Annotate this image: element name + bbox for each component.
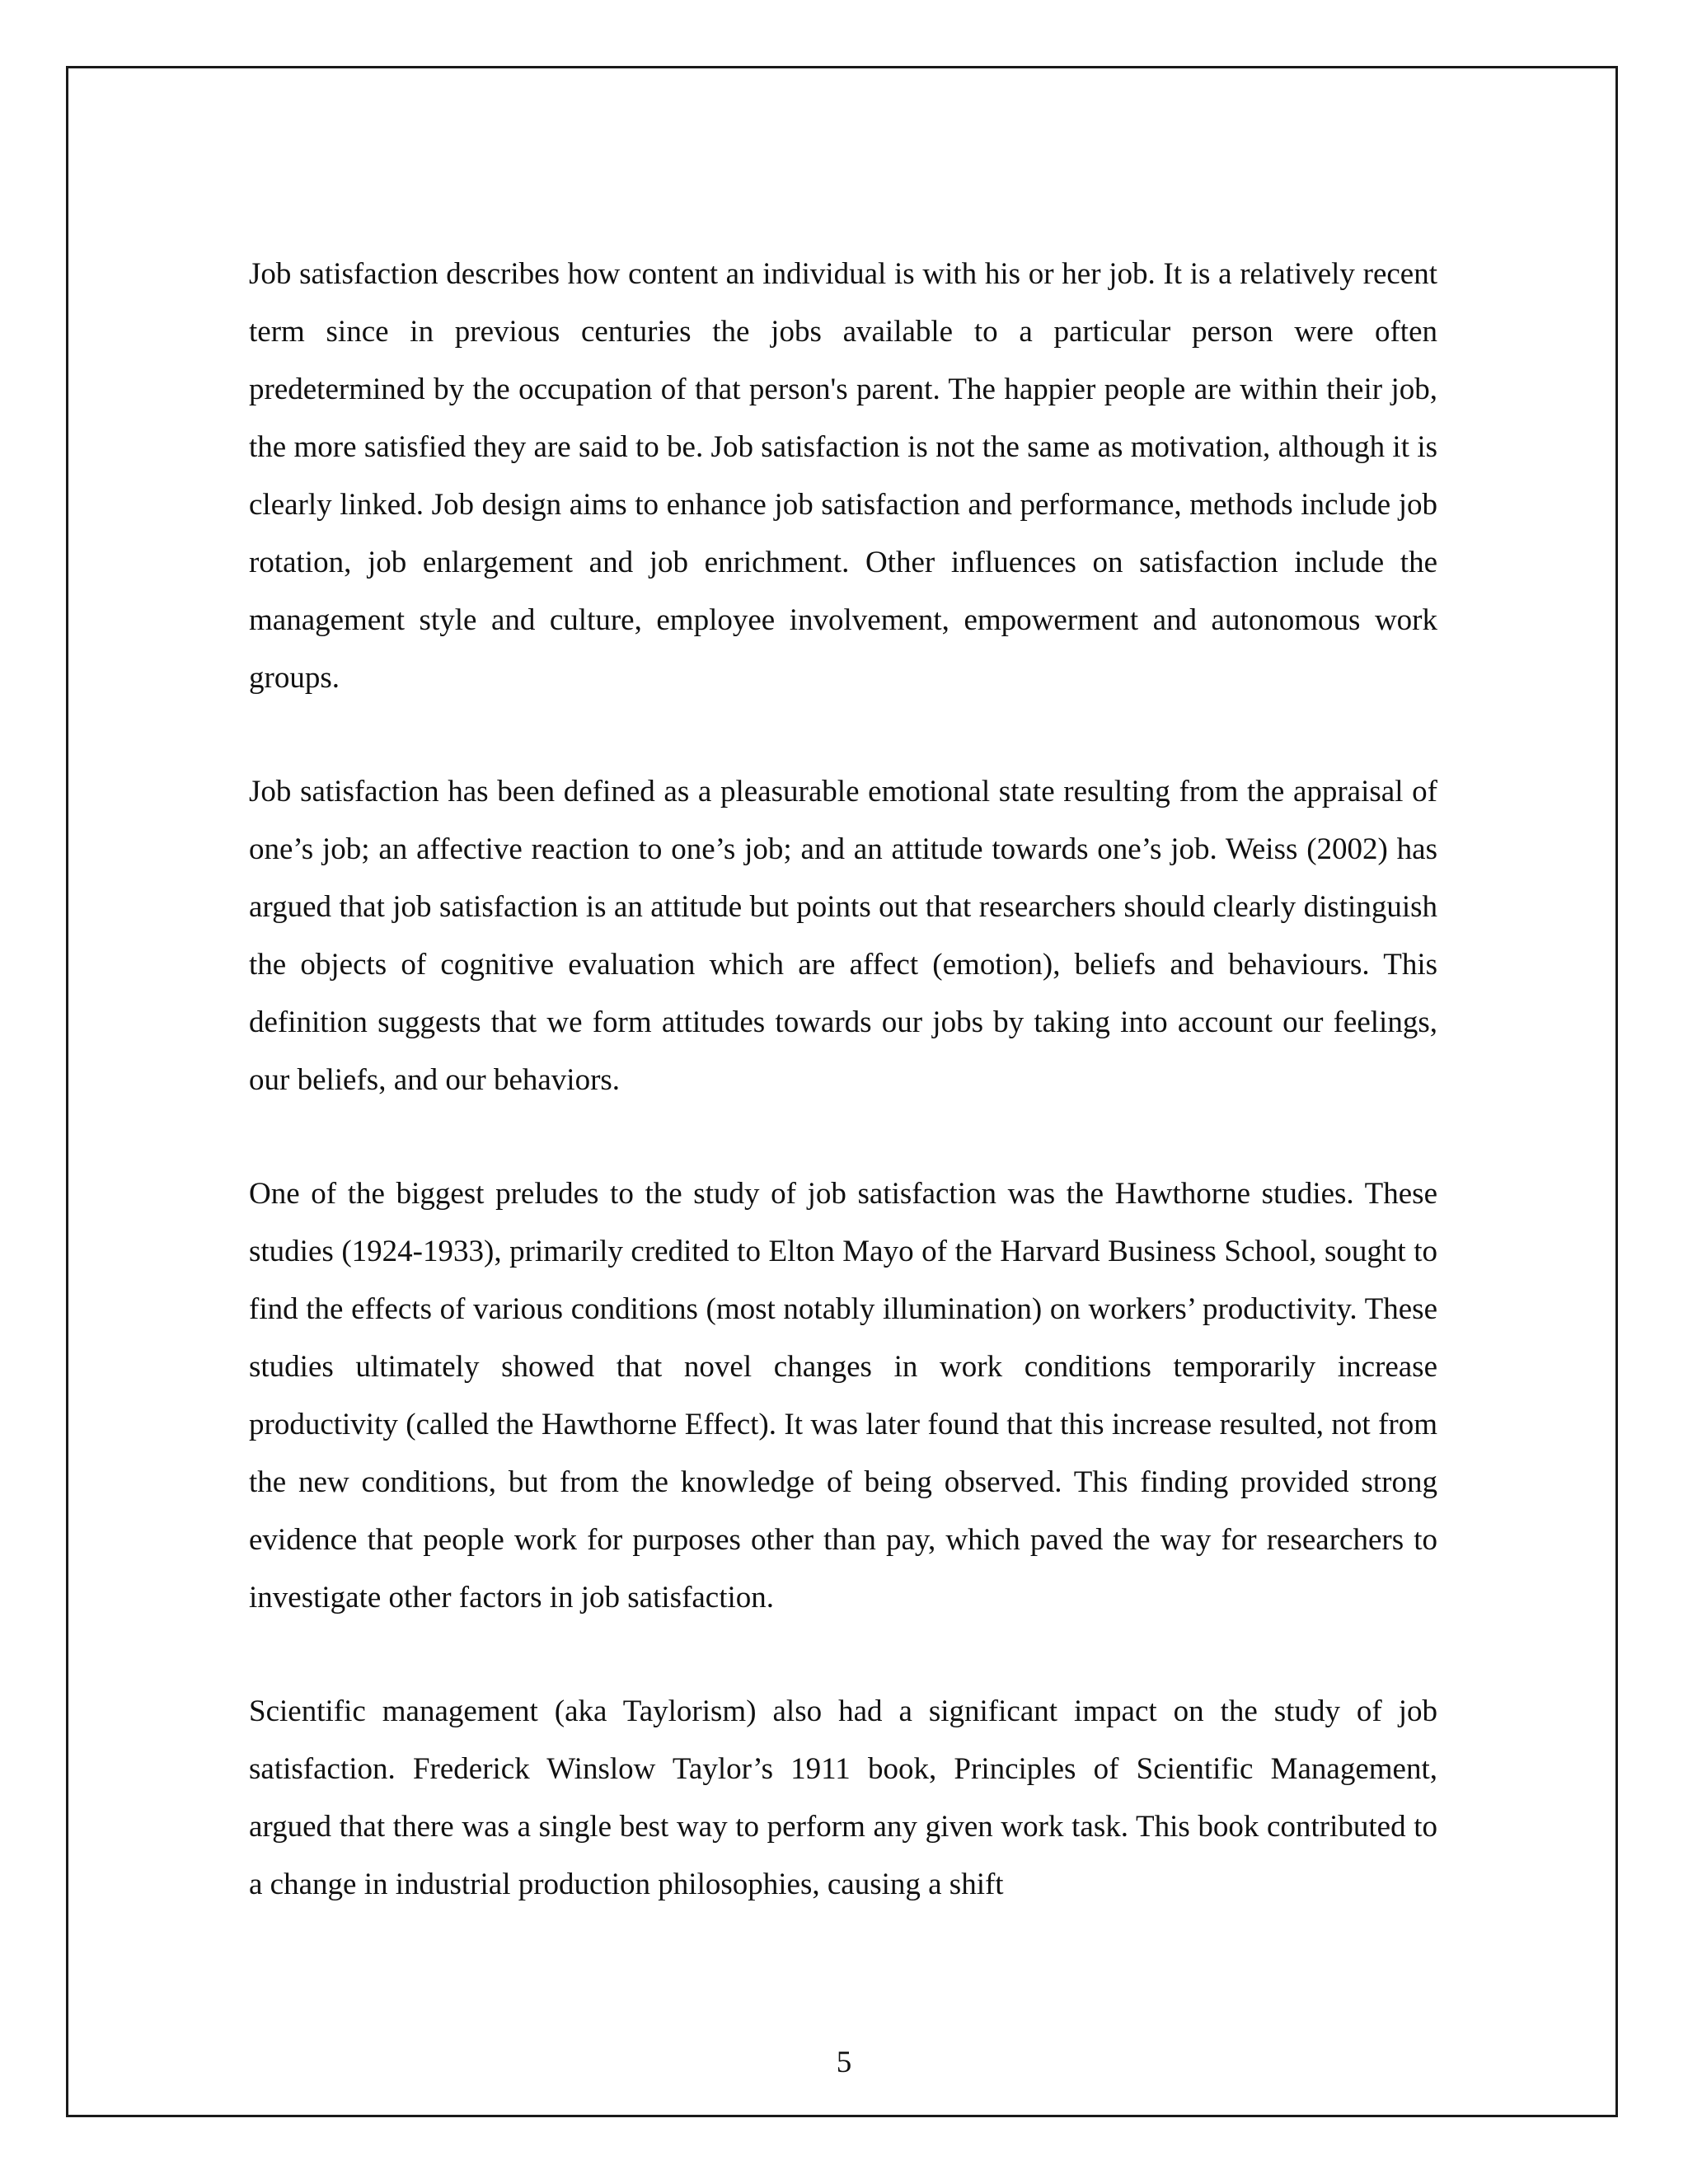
paragraph-job-satisfaction-definition: Job satisfaction describes how content an individual is with his or her job. It is a relatively recent term since in previous centuries the jobs available to a particular person were often predetermined by the occupation of that person's parent. The happier people are within their job, the more satisfied they are said to be. Job satisfaction is not the same as motivation, although it is clearly linked. Job design aims to enhance job satisfaction and performance, methods include job rotation, job enlargement and job enrichment. Other influences on satisfaction include the management style and culture, employee involvement, empowerment and autonomous work groups.	[249, 257, 1437, 695]
document-body	[249, 246, 1437, 1970]
page-number: 5	[836, 2046, 852, 2079]
paragraph-emotional-state: Job satisfaction has been defined as a pleasurable emotional state resulting from the appraisal of one’s job; an affective reaction to one’s job; and an attitude towards one’s job. Weiss (2002) has argued that job satisfaction is an attitude but points out that researchers should clearly distinguish the objects of cognitive evaluation which are affect (emotion), beliefs and behaviours. This definition suggests that we form attitudes towards our jobs by taking into account our feelings, our beliefs, and our behaviors.	[249, 775, 1437, 1097]
paragraph-hawthorne-studies: One of the biggest preludes to the study of job satisfaction was the Hawthorne studies. These studies (1924-1933), primarily credited to Elton Mayo of the Harvard Business School, sought to find the effects of various conditions (most notably illumination) on workers’ productivity. These studies ultimately showed that novel changes in work conditions temporarily increase productivity (called the Hawthorne Effect). It was later found that this increase resulted, not from the new conditions, but from the knowledge of being observed. This finding provided strong evidence that people work for purposes other than pay, which paved the way for researchers to investigate other factors in job satisfaction.	[249, 1177, 1437, 1615]
paragraph-scientific-management: Scientific management (aka Taylorism) also had a significant impact on the study of job satisfaction. Frederick Winslow Taylor’s 1911 book, Principles of Scientific Management, argued that there was a single best way to perform any given work task. This book contributed to a change in industrial production philosophies, causing a shift	[249, 1694, 1437, 1901]
